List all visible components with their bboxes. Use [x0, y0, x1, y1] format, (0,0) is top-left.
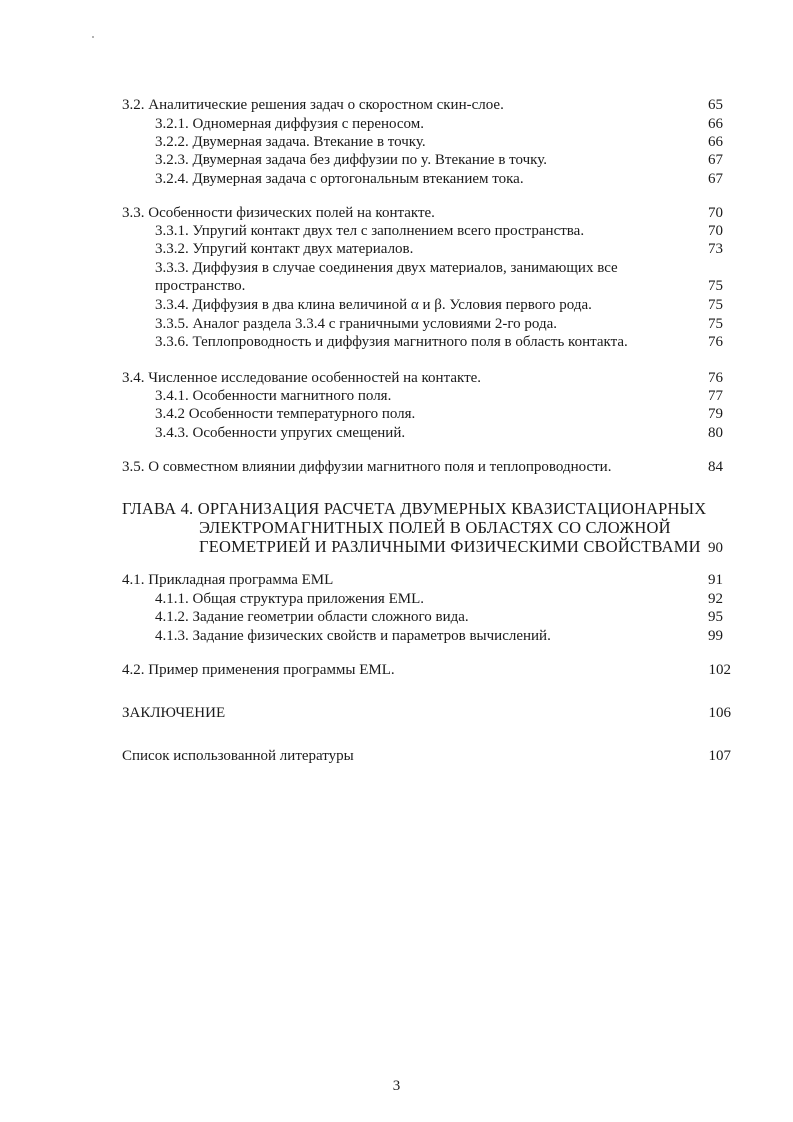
toc-entry-3-3-3-line1: 3.3.3. Диффузия в случае соединения двух материалов, занимающих все: [155, 260, 618, 276]
toc-page-3-3-3: 75: [708, 278, 723, 294]
toc-page-4-1-2: 95: [708, 609, 723, 625]
toc-entry-3-4-3: 3.4.3. Особенности упругих смещений.: [155, 425, 406, 441]
toc-page-3-3-1: 70: [708, 223, 723, 239]
toc-page-4-1-3: 99: [708, 628, 723, 644]
toc-page-3-2: 65: [708, 97, 723, 113]
toc-entry-4-1: 4.1. Прикладная программа EML: [122, 572, 334, 588]
toc-page-4-2: 102: [708, 662, 731, 678]
toc-entry-3-4-1: 3.4.1. Особенности магнитного поля.: [155, 388, 392, 404]
toc-entry-3-3: 3.3. Особенности физических полей на контакте.: [122, 205, 435, 221]
toc-entry-4-1-3: 4.1.3. Задание физических свойств и параметров вычислений.: [155, 628, 551, 644]
toc-entry-conclusion: ЗАКЛЮЧЕНИЕ: [122, 705, 226, 721]
toc-page-references: 107: [708, 748, 731, 764]
toc-entry-3-2-2: 3.2.2. Двумерная задача. Втекание в точку.: [155, 134, 426, 150]
toc-entry-4-1-1: 4.1.1. Общая структура приложения EML.: [155, 591, 424, 607]
toc-entry-3-3-2: 3.3.2. Упругий контакт двух материалов.: [155, 241, 414, 257]
toc-chapter-4-line3: ГЕОМЕТРИЕЙ И РАЗЛИЧНЫМИ ФИЗИЧЕСКИМИ СВОЙСТВАМИ: [199, 537, 701, 556]
toc-page-3-4: 76: [708, 370, 723, 386]
toc-entry-4-1-2: 4.1.2. Задание геометрии области сложного вида.: [155, 609, 469, 625]
toc-entry-3-2: 3.2. Аналитические решения задач о скоростном скин-слое.: [122, 97, 504, 113]
page-number: 3: [392, 1078, 401, 1094]
toc-page-3-3-4: 75: [708, 297, 723, 313]
toc-entry-3-3-1: 3.3.1. Упругий контакт двух тел с заполнением всего пространства.: [155, 223, 585, 239]
toc-entry-3-4: 3.4. Численное исследование особенностей на контакте.: [122, 370, 482, 386]
toc-page-conclusion: 106: [708, 705, 731, 721]
toc-page-4-1-1: 92: [708, 591, 723, 607]
toc-entry-3-3-5: 3.3.5. Аналог раздела 3.3.4 с граничными условиями 2-го рода.: [155, 316, 558, 332]
toc-entry-3-2-4: 3.2.4. Двумерная задача с ортогональным втеканием тока.: [155, 171, 524, 187]
toc-entry-3-3-3-line2: пространство.: [155, 278, 246, 294]
toc-chapter-4-line1: ГЛАВА 4. ОРГАНИЗАЦИЯ РАСЧЕТА ДВУМЕРНЫХ КВАЗИСТАЦИОНАРНЫХ: [122, 499, 707, 518]
toc-entry-3-2-3: 3.2.3. Двумерная задача без диффузии по y. Втекание в точку.: [155, 152, 547, 168]
toc-page-3-5: 84: [708, 459, 723, 475]
toc-page-chapter-4: 90: [708, 540, 723, 556]
toc-page-3-3-2: 73: [708, 241, 723, 257]
scan-speck: [92, 36, 94, 38]
toc-entry-references: Список использованной литературы: [122, 748, 354, 764]
toc-page-3-4-1: 77: [708, 388, 723, 404]
toc-page-3-4-3: 80: [708, 425, 723, 441]
toc-page-4-1: 91: [708, 572, 723, 588]
toc-page-3-3-5: 75: [708, 316, 723, 332]
toc-page-3-2-1: 66: [708, 116, 723, 132]
toc-page-3-2-3: 67: [708, 152, 723, 168]
toc-page-3-2-2: 66: [708, 134, 723, 150]
toc-entry-3-2-1: 3.2.1. Одномерная диффузия с переносом.: [155, 116, 424, 132]
toc-entry-4-2: 4.2. Пример применения программы EML.: [122, 662, 395, 678]
toc-entry-3-3-4: 3.3.4. Диффузия в два клина величиной α и β. Условия первого рода.: [155, 297, 592, 313]
toc-entry-3-3-6: 3.3.6. Теплопроводность и диффузия магнитного поля в область контакта.: [155, 334, 628, 350]
toc-page-3-4-2: 79: [708, 406, 723, 422]
toc-entry-3-4-2: 3.4.2 Особенности температурного поля.: [155, 406, 416, 422]
toc-page-3-3-6: 76: [708, 334, 723, 350]
toc-page-3-3: 70: [708, 205, 723, 221]
toc-page-3-2-4: 67: [708, 171, 723, 187]
toc-entry-3-5: 3.5. О совместном влиянии диффузии магнитного поля и теплопроводности.: [122, 459, 612, 475]
toc-chapter-4-line2: ЭЛЕКТРОМАГНИТНЫХ ПОЛЕЙ В ОБЛАСТЯХ СО СЛОЖНОЙ: [199, 518, 671, 537]
